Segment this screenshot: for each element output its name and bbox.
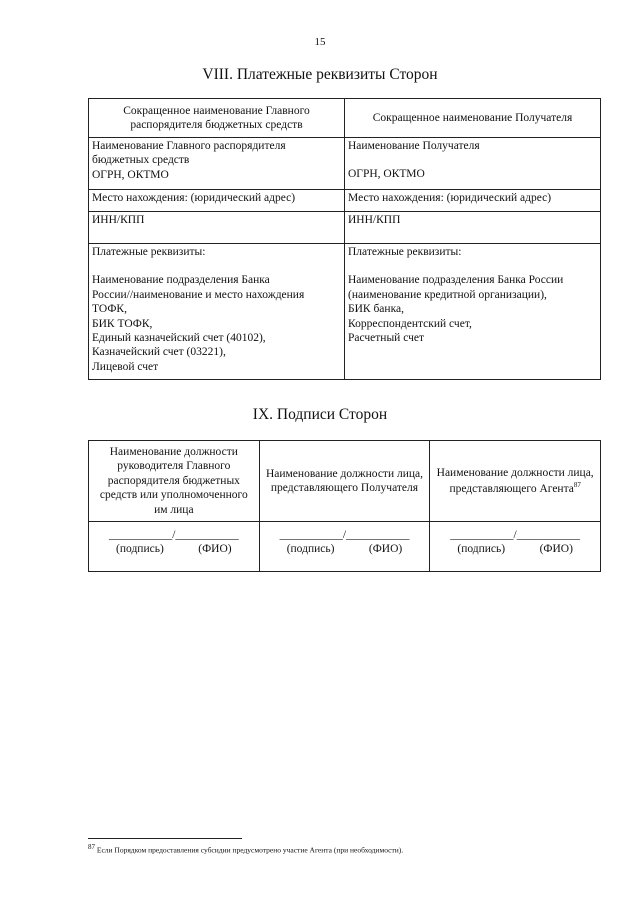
- cell-right: [345, 190, 601, 212]
- section-title-signatures: IX. Подписи Сторон: [252, 406, 388, 423]
- header-cell-recipient-position: [259, 441, 430, 522]
- text-line: Место нахождения: (юридический адрес): [348, 192, 552, 204]
- text-line: Наименование Главного распорядителя: [92, 140, 286, 152]
- table-row: [89, 212, 601, 244]
- footnote-marker: 87: [88, 843, 95, 851]
- cell-left: [89, 212, 345, 244]
- cell-right: [345, 138, 601, 190]
- signature-caption: (подпись): [116, 543, 164, 556]
- text-line: Лицевой счет: [92, 360, 159, 373]
- header-cell-agent-position: [430, 441, 601, 522]
- cell-right: [345, 212, 601, 244]
- cell-right: [345, 244, 601, 380]
- header-cell-grbs: Сокращенное наименование Главного распорядителя бюджетных средств: [89, 99, 345, 138]
- section-title-payment-details: VIII. Платежные реквизиты Сторон: [202, 66, 438, 83]
- footnote-divider: [88, 838, 242, 839]
- text-line: (наименование кредитной организации),: [348, 288, 547, 301]
- signature-caption: (подпись): [457, 543, 506, 556]
- header-cell-recipient: Сокращенное наименование Получателя: [345, 99, 601, 138]
- header-text: Наименование должности руководителя Главного распорядителя бюджетных средств или уполномоченного им лица: [99, 446, 248, 516]
- signature-caption: (подпись): [286, 543, 335, 556]
- footnote-ref: 87: [573, 480, 581, 489]
- text-line: Платежные реквизиты:: [348, 246, 462, 258]
- name-caption: (ФИО): [198, 543, 232, 556]
- page-number: 15: [314, 36, 326, 48]
- table-row: [89, 190, 601, 212]
- signature-cell: [89, 522, 260, 572]
- header-cell-grbs-position: [89, 441, 260, 522]
- blank-line: [92, 259, 341, 273]
- text-line: БИК банка,: [348, 303, 404, 316]
- text-line: БИК ТОФК,: [92, 317, 153, 330]
- text-line: Расчетный счет: [348, 331, 424, 344]
- signature-line: ___________/___________: [450, 529, 580, 541]
- blank-line: [348, 153, 597, 167]
- header-text: Наименование должности лица, представляющего Получателя: [265, 467, 423, 494]
- text-line: Казначейский счет (03221),: [92, 346, 226, 359]
- footnote-text: Если Порядком предоставления субсидии предусмотрено участие Агента (при необходимости).: [96, 845, 404, 855]
- text-line: ИНН/КПП: [92, 214, 145, 226]
- text-line: Единый казначейский счет (40102),: [92, 331, 266, 344]
- text-line: Место нахождения: (юридический адрес): [92, 192, 296, 204]
- text-line: ОГРН, ОКТМО: [348, 168, 425, 181]
- text-line: ИНН/КПП: [348, 214, 401, 226]
- blank-line: [348, 259, 597, 273]
- signature-row: [89, 522, 601, 572]
- table-header-row: [89, 441, 601, 522]
- name-caption: (ФИО): [539, 543, 573, 556]
- name-caption: (ФИО): [368, 543, 403, 556]
- text-line: Корреспондентский счет,: [348, 317, 472, 330]
- text-line: Наименование подразделения Банка России: [348, 274, 564, 287]
- text-line: ОГРН, ОКТМО: [92, 168, 169, 181]
- text-line: России//наименование и место нахождения: [92, 288, 305, 301]
- table-header-row: [89, 99, 601, 138]
- footnote: [88, 843, 403, 855]
- cell-left: [89, 138, 345, 190]
- signature-line: ___________/___________: [279, 529, 410, 541]
- cell-left: [89, 244, 345, 380]
- text-line: Платежные реквизиты:: [92, 246, 206, 258]
- signature-cell: [430, 522, 601, 572]
- text-line: Наименование Получателя: [348, 140, 480, 152]
- text-line: бюджетных средств: [92, 154, 190, 167]
- text-line: ТОФК,: [92, 303, 127, 316]
- signatures-table: [88, 440, 601, 572]
- signature-cell: [259, 522, 430, 572]
- header-text: Наименование должности лица, представляющего Агента: [436, 467, 594, 495]
- payment-details-table: [88, 98, 601, 380]
- text-line: Наименование подразделения Банка: [92, 274, 270, 287]
- signature-line: ___________/___________: [108, 529, 239, 541]
- table-row: [89, 244, 601, 380]
- table-row: [89, 138, 601, 190]
- cell-left: [89, 190, 345, 212]
